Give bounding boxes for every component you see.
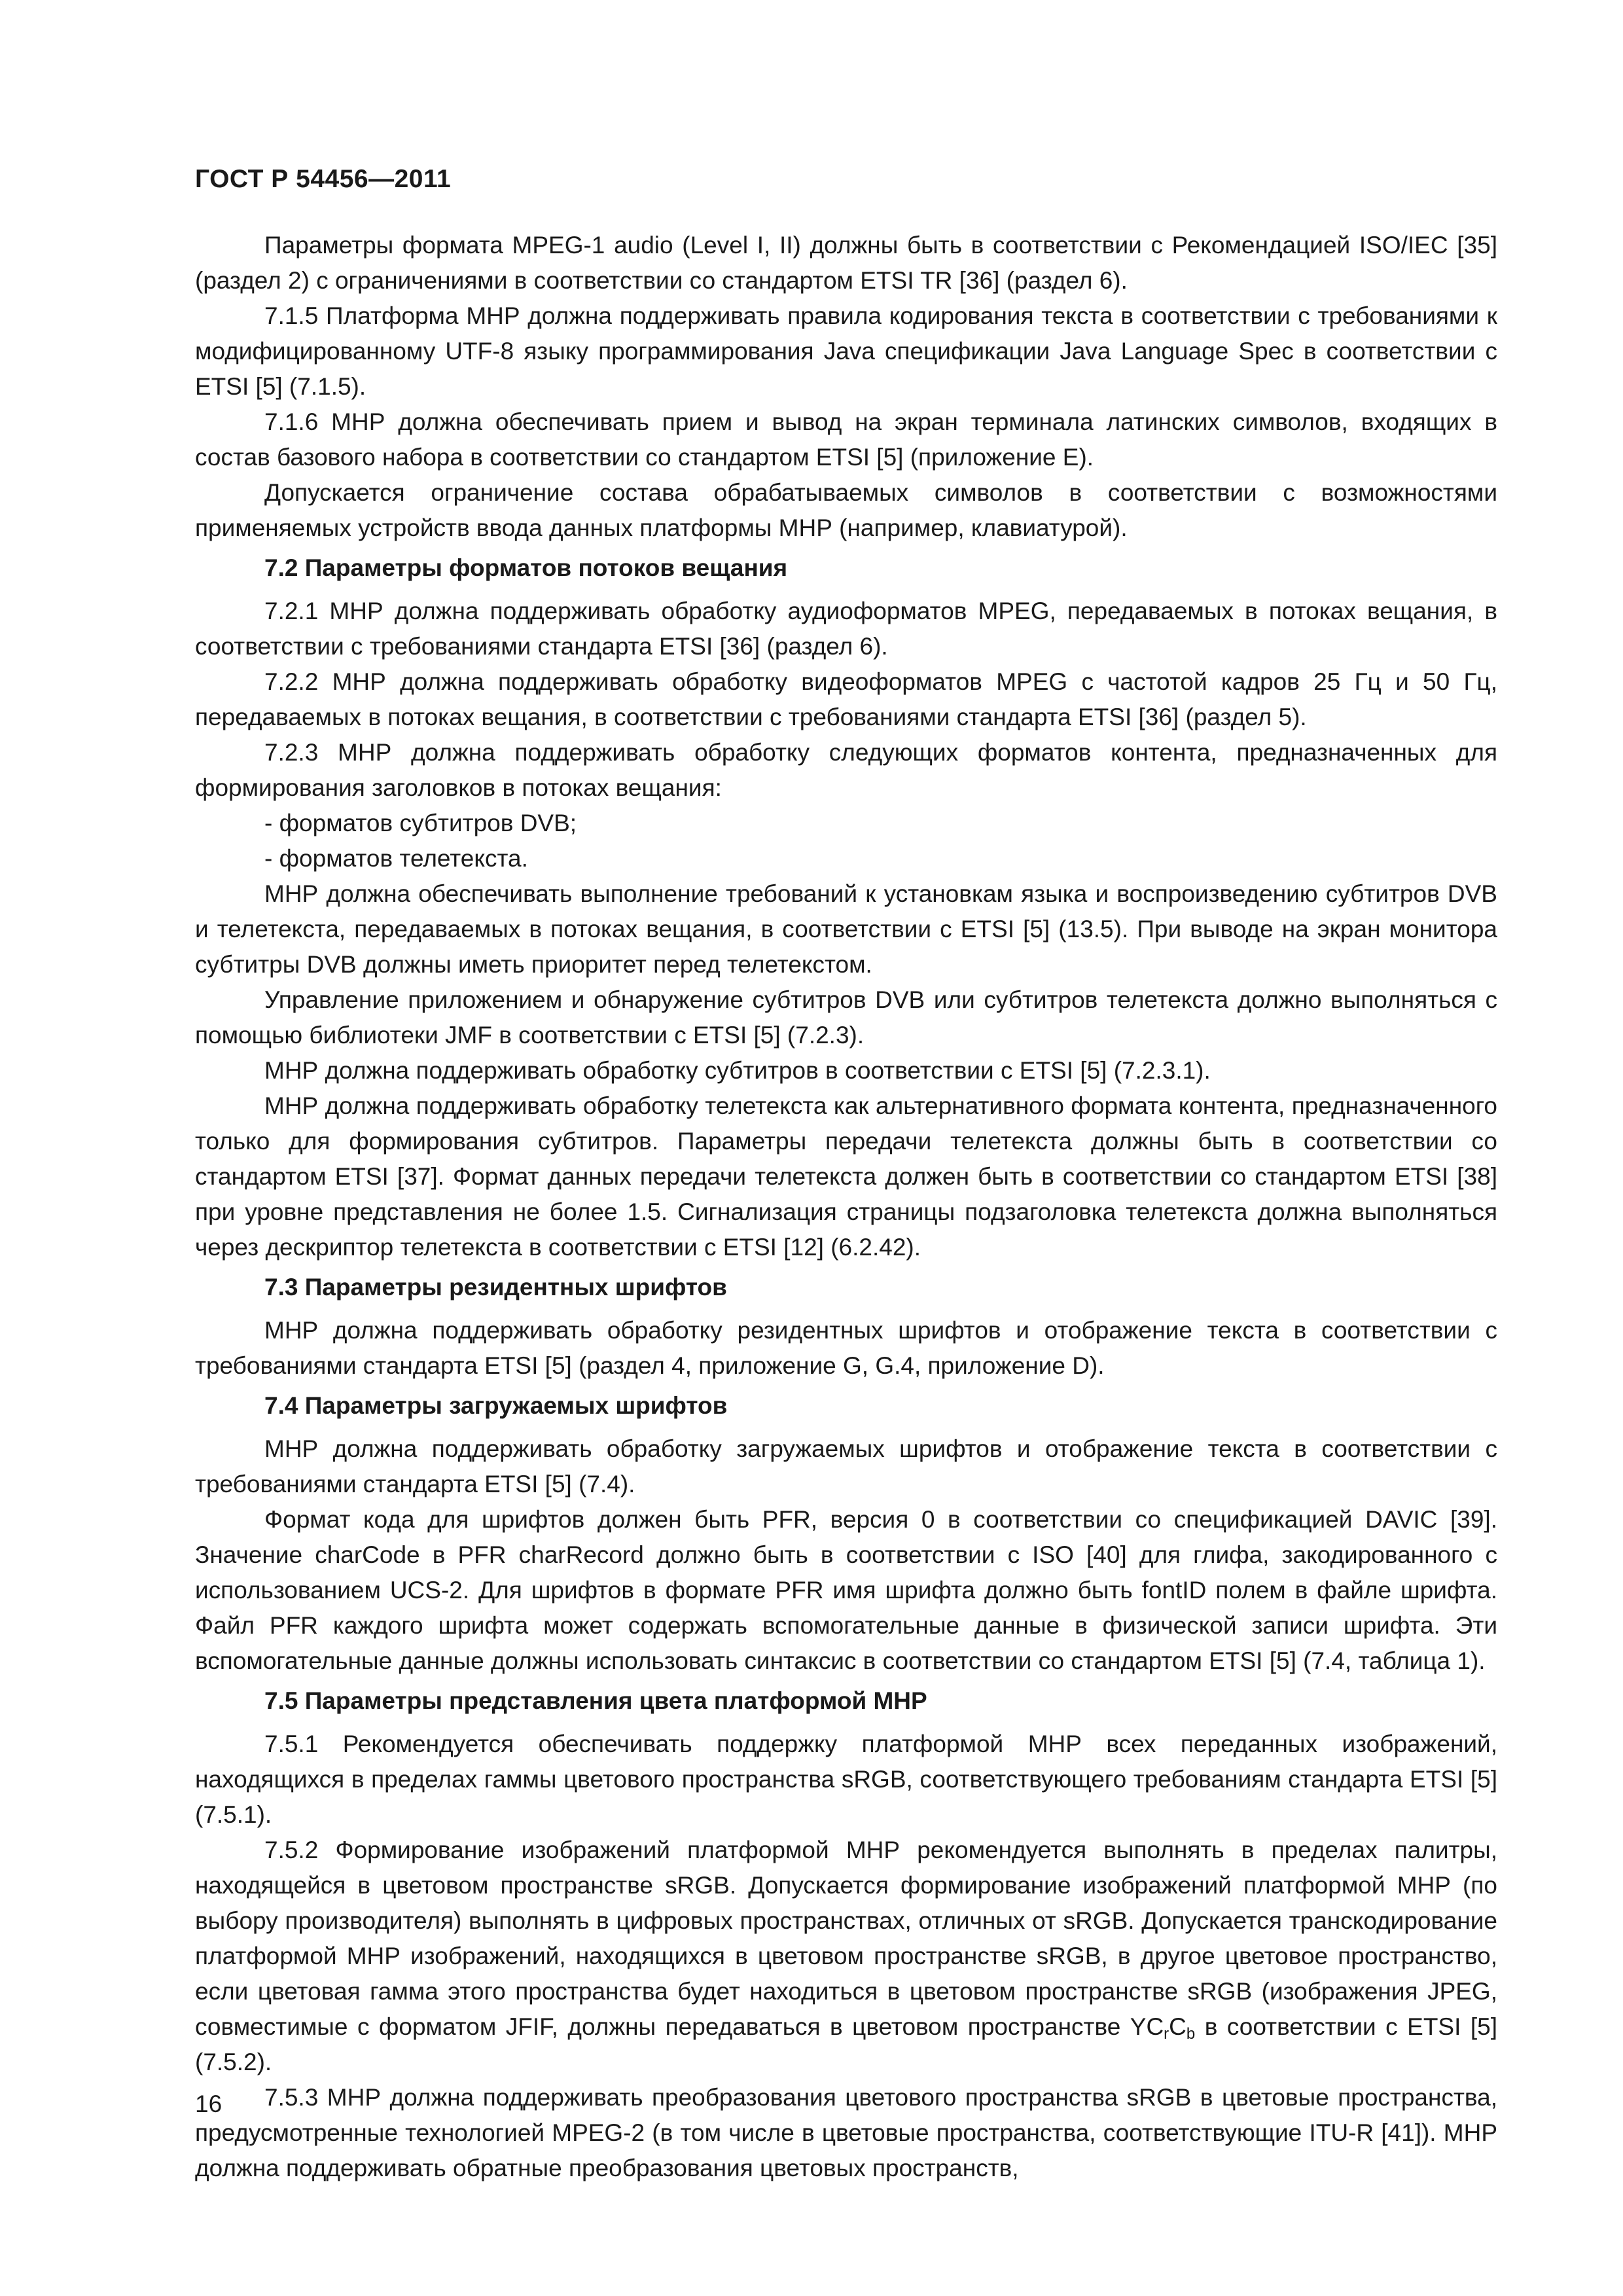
section-heading-7-5: 7.5 Параметры представления цвета платформой МНР bbox=[264, 1687, 927, 1714]
list-item: - форматов субтитров DVB; bbox=[264, 810, 577, 836]
section-heading-7-4: 7.4 Параметры загружаемых шрифтов bbox=[264, 1392, 728, 1419]
paragraph: 7.2.3 МНР должна поддерживать обработку следующих форматов контента, предназначенных для формирования заголовков в потоках вещания: bbox=[195, 739, 1497, 801]
paragraph: 7.2.2 МНР должна поддерживать обработку видеоформатов MPEG с частотой кадров 25 Гц и 50 Гц, передаваемых в потоках вещания, в соответствии с требованиями стандарта ETSI [36] (раздел 5). bbox=[195, 668, 1497, 730]
subscript-b: b bbox=[1186, 2025, 1196, 2043]
paragraph bbox=[195, 1833, 1497, 2080]
paragraph-text: C bbox=[1169, 2013, 1186, 2040]
paragraph: Управление приложением и обнаружение субтитров DVB или субтитров телетекста должно выполняться с помощью библиотеки JMF в соответствии с ETSI [5] (7.2.3). bbox=[195, 986, 1497, 1049]
document-code: ГОСТ Р 54456—2011 bbox=[195, 165, 452, 193]
paragraph: 7.5.3 МНР должна поддерживать преобразования цветового пространства sRGB в цветовые пространства, предусмотренные технологией MPEG-2 (в том числе в цветовые пространства, соответствующие ITU-R [41]). МНР должна поддерживать обратные преобразования цветовых пространств, bbox=[195, 2084, 1497, 2181]
paragraph: МНР должна поддерживать обработку телетекста как альтернативного формата контента, предназначенного только для формирования субтитров. Параметры передачи телетекста должны быть в соответствии со стандартом ETSI [37]. Формат данных передачи телетекста должен быть в соответствии со стандартом ETSI [38] при уровне представления не более 1.5. Сигнализация страницы подзаголовка телетекста должна выполняться через дескриптор телетекста в соответствии с ETSI [12] (6.2.42). bbox=[195, 1092, 1497, 1261]
document-body bbox=[195, 228, 1497, 2186]
paragraph: Параметры формата MPEG-1 audio (Level I, II) должны быть в соответствии с Рекомендацией ISO/IEC [35] (раздел 2) с ограничениями в соответствии со стандартом ETSI TR [36] (раздел 6). bbox=[195, 232, 1497, 294]
paragraph: 7.1.6 МНР должна обеспечивать прием и вывод на экран терминала латинских символов, входящих в состав базового набора в соответствии со стандартом ETSI [5] (приложение Е). bbox=[195, 408, 1497, 471]
list-item: - форматов телетекста. bbox=[264, 845, 528, 872]
section-heading-7-2: 7.2 Параметры форматов потоков вещания bbox=[264, 554, 788, 581]
paragraph: МНР должна поддерживать обработку резидентных шрифтов и отображение текста в соответствии с требованиями стандарта ETSI [5] (раздел 4, приложение G, G.4, приложение D). bbox=[195, 1317, 1497, 1379]
paragraph: 7.5.1 Рекомендуется обеспечивать поддержку платформой МНР всех переданных изображений, находящихся в пределах гаммы цветового пространства sRGB, соответствующего требованиям стандарта ETSI [5] (7.5.1). bbox=[195, 1731, 1497, 1828]
paragraph-text: в соответствии с ETSI [5] (7.5.2). bbox=[195, 2013, 1497, 2075]
paragraph: Допускается ограничение состава обрабатываемых символов в соответствии с возможностями применяемых устройств ввода данных платформы МНР (например, клавиатурой). bbox=[195, 479, 1497, 541]
paragraph: 7.1.5 Платформа МНР должна поддерживать правила кодирования текста в соответствии с требованиями к модифицированному UTF-8 языку программирования Java спецификации Java Language Spec в соответствии с ETSI [5] (7.1.5). bbox=[195, 302, 1497, 400]
paragraph-text: 7.5.2 Формирование изображений платформой МНР рекомендуется выполнять в пределах палитры, находящейся в цветовом пространстве sRGB. Допускается формирование изображений платформой МНР (по выбору производителя) выполнять в цифровых пространствах, отличных от sRGB. Допускается транскодирование платформой МНР изображений, находящихся в цветовом пространстве sRGB, в другое цветовое пространство, если цветовая гамма этого пространства будет находиться в цветовом пространстве sRGB (изображения JPEG, совместимые с форматом JFIF, должны передаваться в цветовом пространстве YC bbox=[195, 1837, 1497, 2040]
paragraph: 7.2.1 МНР должна поддерживать обработку аудиоформатов MPEG, передаваемых в потоках вещания, в соответствии с требованиями стандарта ETSI [36] (раздел 6). bbox=[195, 598, 1497, 660]
paragraph: МНР должна поддерживать обработку субтитров в соответствии с ETSI [5] (7.2.3.1). bbox=[264, 1057, 1211, 1084]
subscript-r: r bbox=[1164, 2025, 1169, 2043]
paragraph: Формат кода для шрифтов должен быть PFR, версия 0 в соответствии со спецификацией DAVIC [39]. Значение charCode в PFR charRecord должно быть в соответствии с ISO [40] для глифа, закодированного с использованием UCS-2. Для шрифтов в формате PFR имя шрифта должно быть fontID полем в файле шрифта. Файл PFR каждого шрифта может содержать вспомогательные данные в физической записи шрифта. Эти вспомогательные данные должны использовать синтаксис в соответствии со стандартом ETSI [5] (7.4, таблица 1). bbox=[195, 1506, 1497, 1674]
section-heading-7-3: 7.3 Параметры резидентных шрифтов bbox=[264, 1274, 727, 1300]
paragraph: МНР должна обеспечивать выполнение требований к установкам языка и воспроизведению субтитров DVB и телетекста, передаваемых в потоках вещания, в соответствии с ETSI [5] (13.5). При выводе на экран монитора субтитры DVB должны иметь приоритет перед телетекстом. bbox=[195, 880, 1497, 978]
page-number: 16 bbox=[195, 2090, 223, 2117]
paragraph: МНР должна поддерживать обработку загружаемых шрифтов и отображение текста в соответствии с требованиями стандарта ETSI [5] (7.4). bbox=[195, 1435, 1497, 1498]
